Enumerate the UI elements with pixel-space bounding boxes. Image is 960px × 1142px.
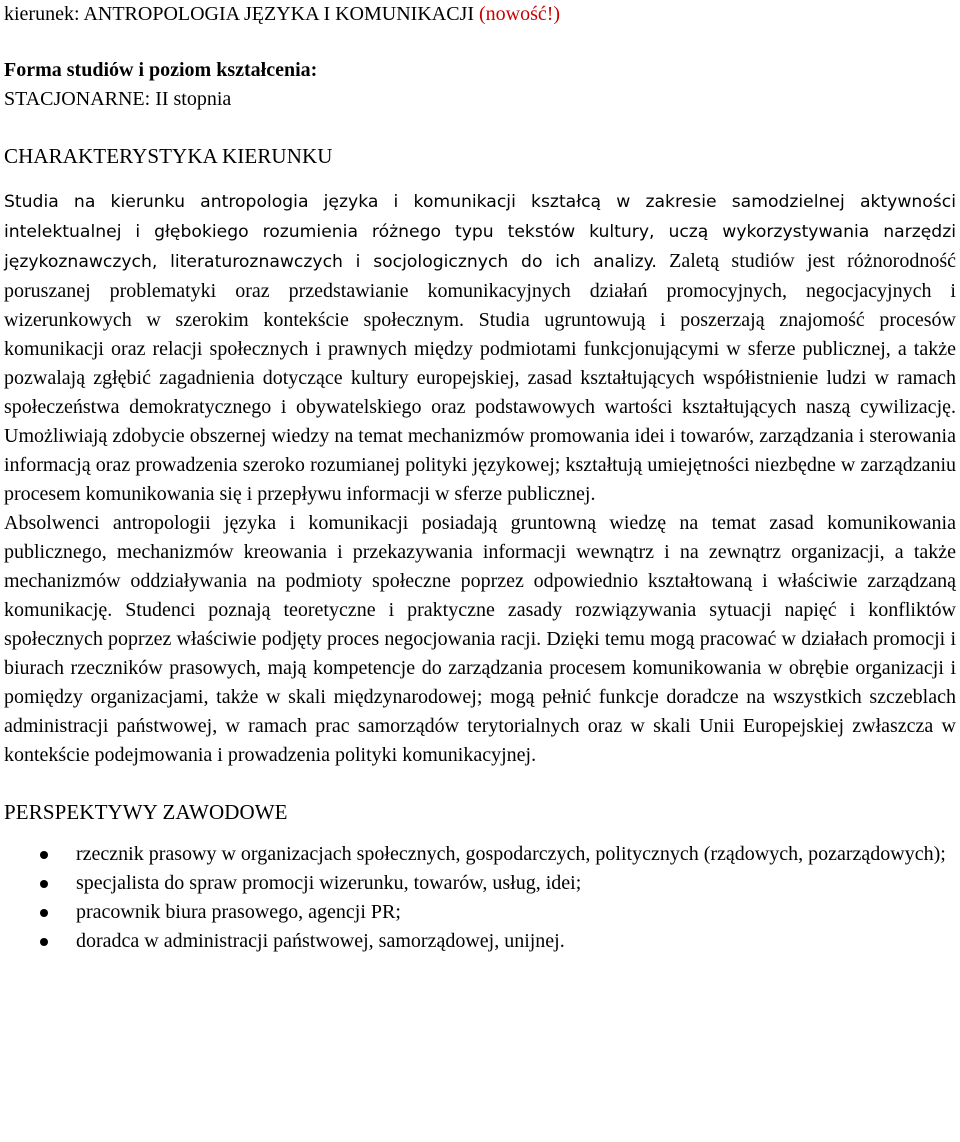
paragraph-1-serif-part-2: Umożliwiają zdobycie obszernej wiedzy na temat mechanizmów promowania idei i towarów, zarządzania i sterowania informacją oraz prowadzenia szeroko rozumianej polityki językowej; kształtują umiejętności niezbędne w zarządzaniu procesem komunikowania się i przepływu informacji w sferze publicznej. — [4, 425, 956, 505]
study-form-value: STACJONARNE: II stopnia — [4, 88, 232, 110]
list-item — [4, 869, 956, 898]
characteristics-paragraph-1 — [4, 187, 956, 509]
characteristics-paragraph-2: Absolwenci antropologii języka i komunikacji posiadają gruntowną wiedzę na temat zasad komunikowania publicznego, mechanizmów kreowania i przekazywania informacji wewnątrz i na zewnątrz organizacji, a także mechanizmów oddziaływania na podmioty społeczne poprzez odpowiednio kształtowaną i właściwie zarządzaną komunikację. Studenci poznają teoretyczne i praktyczne zasady rozwiązywania sytuacji napięć i konfliktów społecznych poprzez właściwie podjęty proces negocjowania racji. Dzięki temu mogą pracować w działach promocji i biurach rzeczników prasowych, mają kompetencje do zarządzania procesem komunikowania w obrębie organizacji i pomiędzy organizacjami, także w skali międzynarodowej; mogą pełnić funkcje doradcze na wszystkich szczeblach administracji państwowej, w ramach prac samorządów terytorialnych oraz w skali Unii Europejskiej zwłaszcza w kontekście podejmowania i prowadzenia polityki komunikacyjnej. — [4, 512, 956, 766]
list-item-text: doradca w administracji państwowej, samorządowej, unijnej. — [76, 930, 565, 952]
list-item — [4, 927, 956, 956]
direction-name: ANTROPOLOGIA JĘZYKA I KOMUNIKACJI — [83, 3, 474, 25]
direction-prefix: kierunek: — [4, 3, 84, 25]
study-form-label: Forma studiów i poziom kształcenia: — [4, 59, 318, 81]
bullet-icon — [40, 938, 48, 946]
perspectives-list — [4, 840, 956, 956]
paragraph-1-serif-part: Zaletą studiów jest różnorodność poruszanej problematyki oraz przedstawianie komunikacyjnych działań promocyjnych, negocjacyjnych i wizerunkowych w szerokim kontekście społecznym. Studia ugruntowują i poszerzają znajomość procesów komunikacji oraz relacji społecznych i prawnych między podmiotami funkcjonującymi w sferze publicznej, a także pozwalają zgłębić zagadnienia dotyczące kultury europejskiej, zasad kształtujących współistnienie ludzi w ramach społeczeństwa demokratycznego i obywatelskiego oraz podstawowych wartości kształtujących naszą cywilizację. — [4, 250, 956, 418]
characteristics-heading: CHARAKTERYSTYKA KIERUNKU — [4, 144, 333, 168]
paragraph-1-sans-part: Studia na kierunku antropologia języka i komunikacji kształcą w zakresie samodzielnej aktywności intelektualnej i głębokiego rozumienia różnego typu tekstów kultury, uczą wykorzystywania narzędzi językoznawczych, literaturoznawczych i socjologicznych do ich analizy. — [4, 192, 956, 272]
list-item — [4, 898, 956, 927]
list-item — [4, 840, 956, 869]
bullet-icon — [40, 909, 48, 917]
bullet-icon — [40, 851, 48, 859]
list-item-text: pracownik biura prasowego, agencji PR; — [76, 901, 401, 923]
perspectives-heading: PERSPEKTYWY ZAWODOWE — [4, 800, 288, 824]
list-item-text: rzecznik prasowy w organizacjach społecznych, gospodarczych, politycznych (rządowych, pozarządowych); — [76, 843, 946, 865]
characteristics-body — [4, 187, 956, 770]
study-form-block — [4, 56, 956, 114]
list-item-text: specjalista do spraw promocji wizerunku, towarów, usług, idei; — [76, 872, 582, 894]
bullet-icon — [40, 880, 48, 888]
new-badge: (nowość!) — [478, 3, 561, 25]
direction-line — [4, 0, 956, 29]
